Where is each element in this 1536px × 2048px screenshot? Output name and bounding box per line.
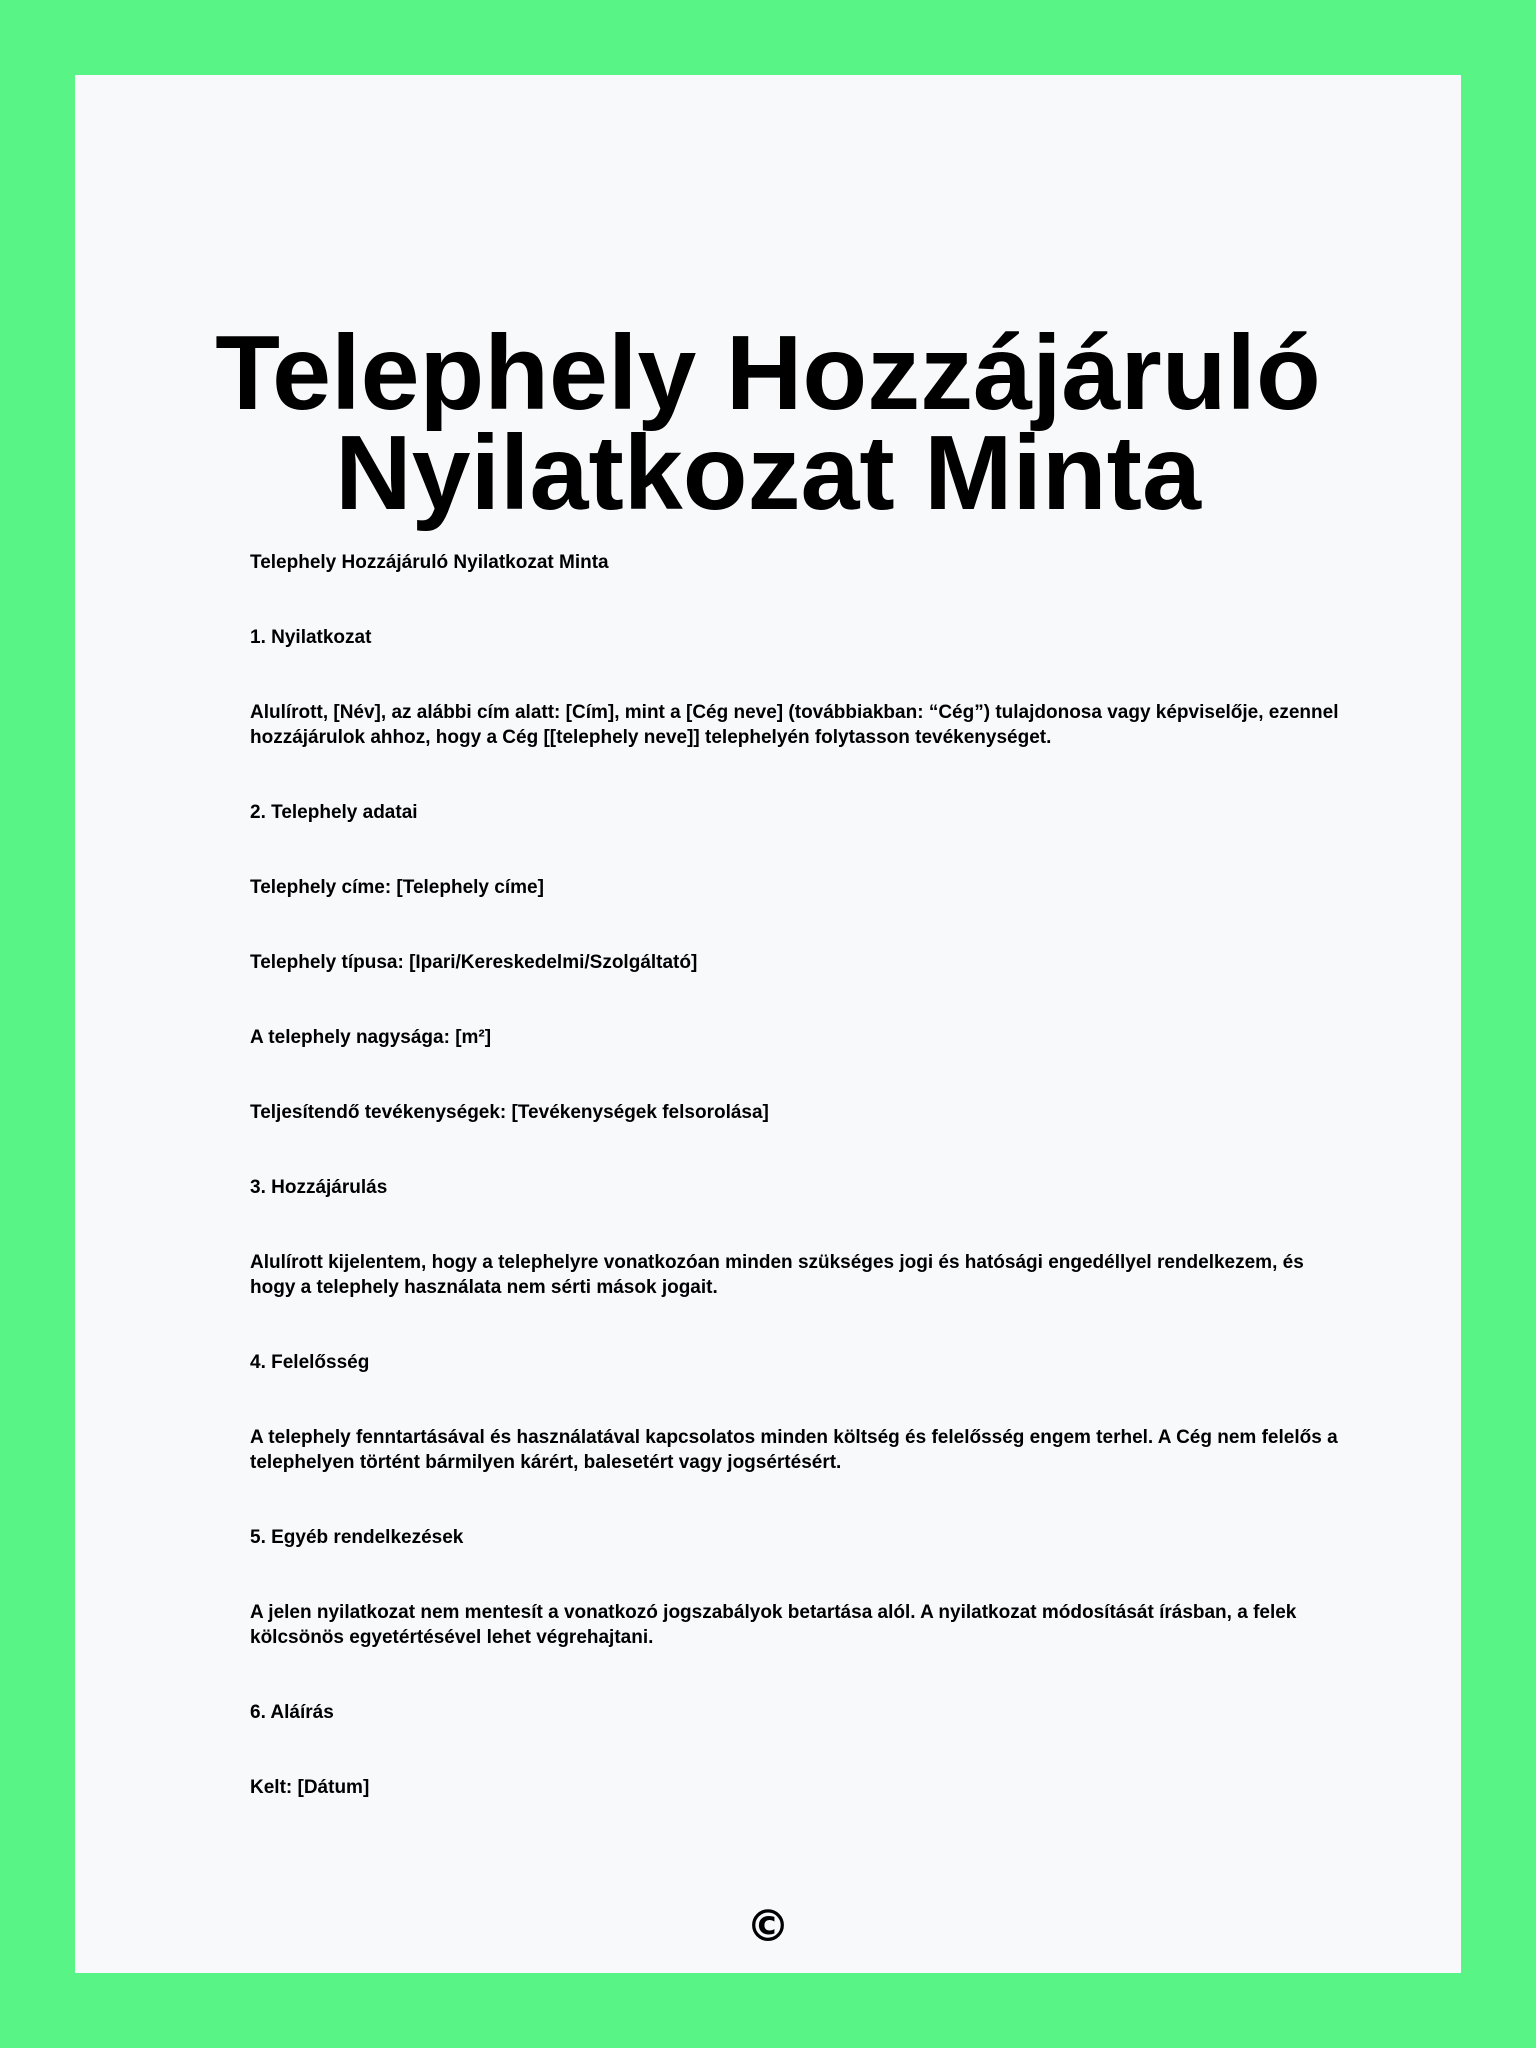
field-telephely-tipusa: Telephely típusa: [Ipari/Kereskedelmi/Szolgáltató]	[250, 952, 698, 973]
paragraph-egyeb-rendelkezesek: A jelen nyilatkozat nem mentesít a vonatkozó jogszabályok betartása alól. A nyilatkozat módosítását írásban, a felek kölcsönös egyetértésével lehet végrehajtani.	[250, 1602, 1297, 1648]
section-heading-telephely-adatai: 2. Telephely adatai	[250, 802, 418, 823]
section-heading-nyilatkozat: 1. Nyilatkozat	[250, 627, 372, 648]
field-telephely-nagysaga: A telephely nagysága: [m²]	[250, 1027, 492, 1048]
document-heading: Telephely Hozzájáruló Nyilatkozat Minta	[250, 552, 609, 573]
page-title: Telephely Hozzájáruló Nyilatkozat Minta	[215, 314, 1321, 532]
section-heading-alairas: 6. Aláírás	[250, 1702, 334, 1723]
section-heading-egyeb-rendelkezesek: 5. Egyéb rendelkezések	[250, 1527, 464, 1548]
field-tevekenysegek: Teljesítendő tevékenységek: [Tevékenységek felsorolása]	[250, 1102, 769, 1123]
document-page	[75, 75, 1461, 1973]
field-kelt-datum: Kelt: [Dátum]	[250, 1777, 370, 1798]
section-heading-felelosseg: 4. Felelősség	[250, 1352, 370, 1373]
paragraph-nyilatkozat: Alulírott, [Név], az alábbi cím alatt: [Cím], mint a [Cég neve] (továbbiakban: “Cég”) tulajdonosa vagy képviselője, ezennel hozzájárulok ahhoz, hogy a Cég [[telephely neve]] telephelyén folytasson tevékenységet.	[250, 702, 1339, 748]
field-telephely-cime: Telephely címe: [Telephely címe]	[250, 877, 544, 898]
paragraph-felelosseg: A telephely fenntartásával és használatával kapcsolatos minden költség és felelősség engem terhel. A Cég nem felelős a telephelyen történt bármilyen kárért, balesetért vagy jogsértésért.	[250, 1427, 1338, 1473]
section-heading-hozzajarulas: 3. Hozzájárulás	[250, 1177, 388, 1198]
copyright-icon: ©	[746, 1901, 790, 1952]
document-body	[250, 550, 1350, 1850]
paragraph-hozzajarulas: Alulírott kijelentem, hogy a telephelyre vonatkozóan minden szükséges jogi és hatósági engedéllyel rendelkezem, és hogy a telephely használata nem sérti mások jogait.	[250, 1252, 1304, 1298]
